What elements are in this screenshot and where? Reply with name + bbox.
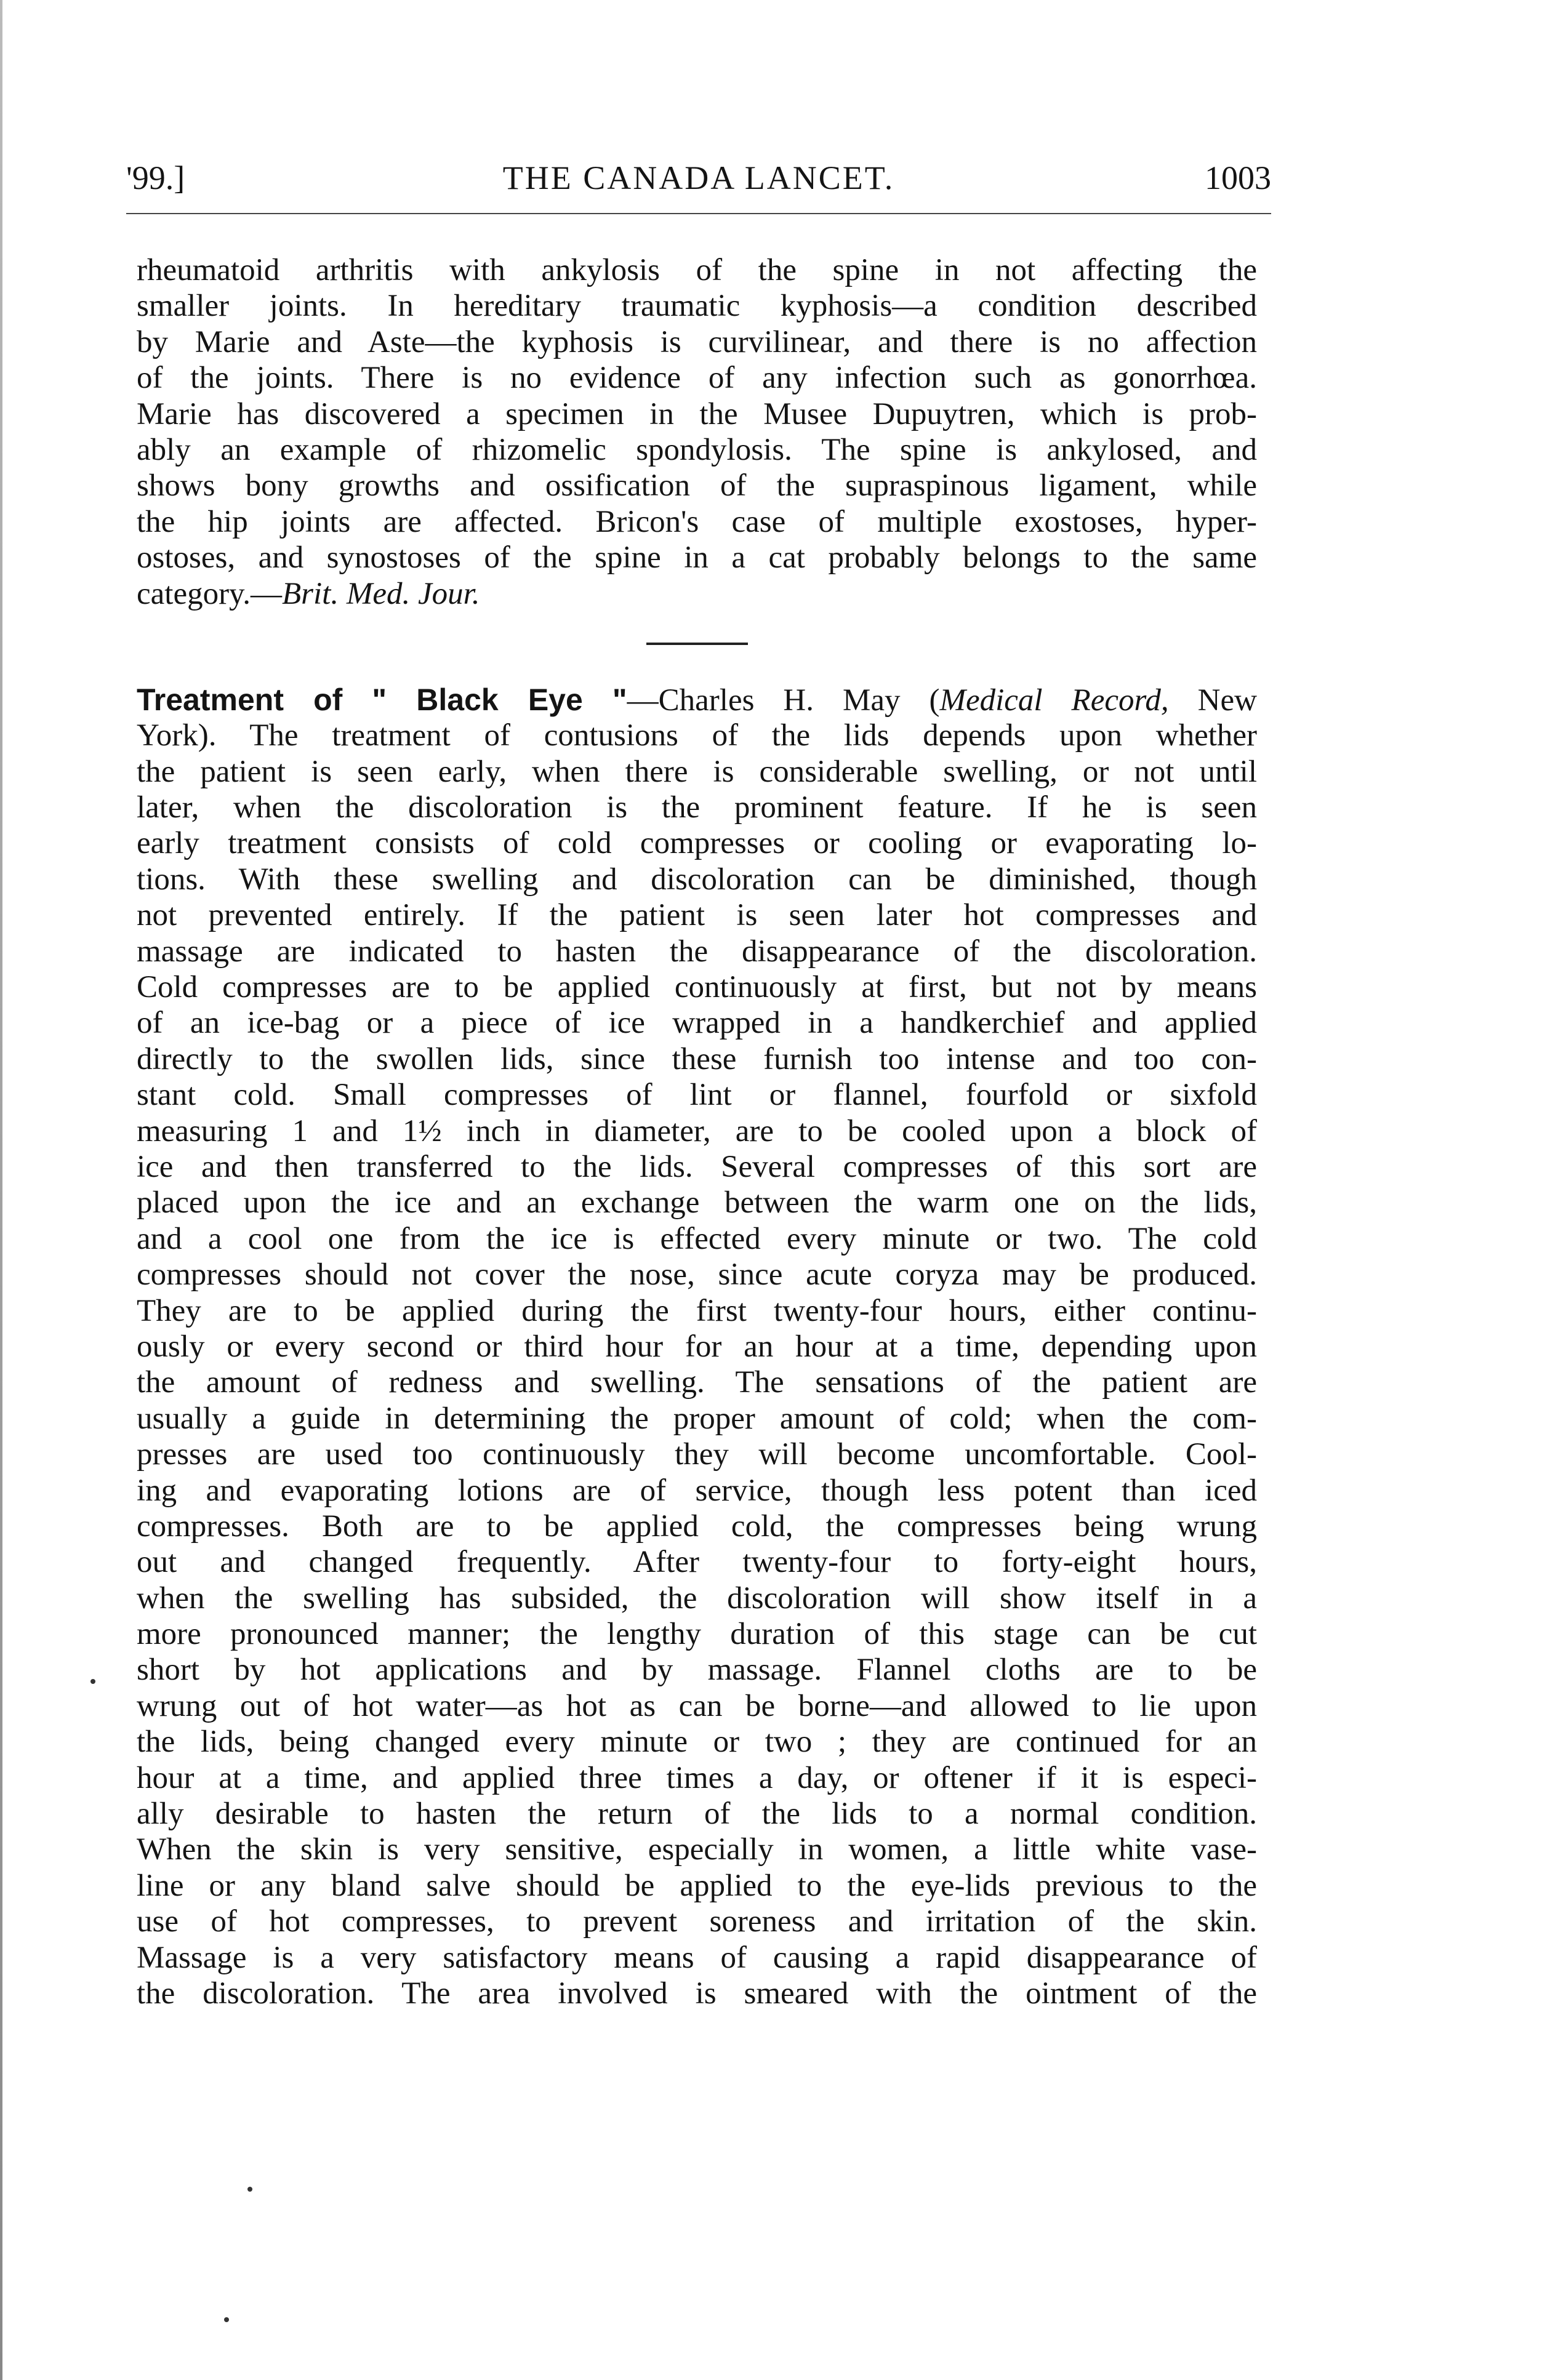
ink-speck bbox=[224, 2317, 229, 2322]
citation: Brit. Med. Jour. bbox=[282, 576, 480, 611]
article-title: Treatment of " Black Eye " bbox=[137, 682, 627, 717]
text-line: the amount of redness and swelling. The sensations of the patient are bbox=[137, 1365, 1257, 1400]
text-line: out and changed frequently. After twenty-four to forty-eight hours, bbox=[137, 1545, 1257, 1580]
closing-text: category.— bbox=[137, 576, 282, 611]
running-head bbox=[126, 159, 1271, 208]
page-number: 1003 bbox=[1205, 159, 1271, 196]
text-line: ing and evaporating lotions are of service, though less potent than iced bbox=[137, 1473, 1257, 1508]
text-line: use of hot compresses, to prevent soreness and irritation of the skin. bbox=[137, 1904, 1257, 1939]
text-line: measuring 1 and 1½ inch in diameter, are to be cooled upon a block of bbox=[137, 1113, 1257, 1148]
text-line: and a cool one from the ice is effected every minute or two. The cold bbox=[137, 1221, 1257, 1256]
text-line: Marie has discovered a specimen in the Musee Dupuytren, which is prob- bbox=[137, 396, 1257, 431]
ink-speck bbox=[247, 2187, 252, 2192]
article-2 bbox=[137, 682, 1257, 2011]
text-line: not prevented entirely. If the patient is seen later hot compresses and bbox=[137, 898, 1257, 933]
text-line: smaller joints. In hereditary traumatic kyphosis—a condition described bbox=[137, 289, 1257, 324]
source-journal: Medical Record, bbox=[939, 683, 1169, 718]
page-body bbox=[137, 252, 1257, 2011]
text-line: the patient is seen early, when there is considerable swelling, or not until bbox=[137, 754, 1257, 789]
text-line: early treatment consists of cold compresses or cooling or evaporating lo- bbox=[137, 826, 1257, 861]
text-line: Massage is a very satisfactory means of causing a rapid disappearance of bbox=[137, 1940, 1257, 1975]
page-edge bbox=[0, 0, 2, 2380]
text-line: short by hot applications and by massage. Flannel cloths are to be bbox=[137, 1653, 1257, 1688]
text-line: usually a guide in determining the proper amount of cold; when the com- bbox=[137, 1401, 1257, 1436]
author-text: —Charles H. May ( bbox=[627, 683, 940, 718]
section-separator bbox=[646, 643, 748, 645]
text-line: stant cold. Small compresses of lint or flannel, fourfold or sixfold bbox=[137, 1078, 1257, 1113]
text-line: They are to be applied during the first twenty-four hours, either continu- bbox=[137, 1293, 1257, 1328]
text-line: ably an example of rhizomelic spondylosis. The spine is ankylosed, and bbox=[137, 432, 1257, 467]
text-line: of an ice-bag or a piece of ice wrapped in a handkerchief and applied bbox=[137, 1006, 1257, 1041]
text-line: When the skin is very sensitive, especially in women, a little white vase- bbox=[137, 1832, 1257, 1867]
text-line: of the joints. There is no evidence of any infection such as gonorrhœa. bbox=[137, 361, 1257, 396]
text-line: line or any bland salve should be applied to the eye-lids previous to the bbox=[137, 1868, 1257, 1903]
text-line: later, when the discoloration is the prominent feature. If he is seen bbox=[137, 790, 1257, 825]
text-line: tions. With these swelling and discoloration can be diminished, though bbox=[137, 862, 1257, 897]
text-line: wrung out of hot water—as hot as can be borne—and allowed to lie upon bbox=[137, 1688, 1257, 1723]
text-line: hour at a time, and applied three times a day, or oftener if it is especi- bbox=[137, 1760, 1257, 1795]
text-line: ously or every second or third hour for an hour at a time, depending upon bbox=[137, 1329, 1257, 1364]
text-line: compresses should not cover the nose, since acute coryza may be produced. bbox=[137, 1257, 1257, 1292]
ink-speck bbox=[90, 1679, 95, 1684]
journal-title: THE CANADA LANCET. bbox=[502, 159, 895, 196]
text-line: ally desirable to hasten the return of the lids to a normal condition. bbox=[137, 1797, 1257, 1832]
text-line bbox=[137, 682, 1257, 718]
text-line: massage are indicated to hasten the disappearance of the discoloration. bbox=[137, 934, 1257, 969]
text-line: rheumatoid arthritis with ankylosis of the spine in not affecting the bbox=[137, 253, 1257, 287]
text-line: the discoloration. The area involved is smeared with the ointment of the bbox=[137, 1976, 1257, 2011]
header-rule bbox=[126, 213, 1271, 214]
text-line: the lids, being changed every minute or two ; they are continued for an bbox=[137, 1725, 1257, 1760]
text-line: the hip joints are affected. Bricon's case of multiple exostoses, hyper- bbox=[137, 504, 1257, 539]
text-line: York). The treatment of contusions of the lids depends upon whether bbox=[137, 718, 1257, 753]
header-year: '99.] bbox=[126, 159, 185, 196]
text-line: placed upon the ice and an exchange between the warm one on the lids, bbox=[137, 1185, 1257, 1220]
location-text: New bbox=[1168, 683, 1257, 718]
text-line: presses are used too continuously they will become uncomfortable. Cool- bbox=[137, 1437, 1257, 1472]
text-line: Cold compresses are to be applied continuously at first, but not by means bbox=[137, 970, 1257, 1005]
text-line: directly to the swollen lids, since these furnish too intense and too con- bbox=[137, 1041, 1257, 1076]
text-line: more pronounced manner; the lengthy duration of this stage can be cut bbox=[137, 1617, 1257, 1652]
text-line: when the swelling has subsided, the discoloration will show itself in a bbox=[137, 1581, 1257, 1616]
text-line: shows bony growths and ossification of the supraspinous ligament, while bbox=[137, 468, 1257, 503]
text-line bbox=[137, 576, 1257, 612]
article-1 bbox=[137, 252, 1257, 612]
text-line: compresses. Both are to be applied cold, the compresses being wrung bbox=[137, 1509, 1257, 1544]
text-line: ice and then transferred to the lids. Several compresses of this sort are bbox=[137, 1149, 1257, 1184]
text-line: ostoses, and synostoses of the spine in a cat probably belongs to the same bbox=[137, 540, 1257, 575]
text-line: by Marie and Aste—the kyphosis is curvilinear, and there is no affection bbox=[137, 324, 1257, 359]
